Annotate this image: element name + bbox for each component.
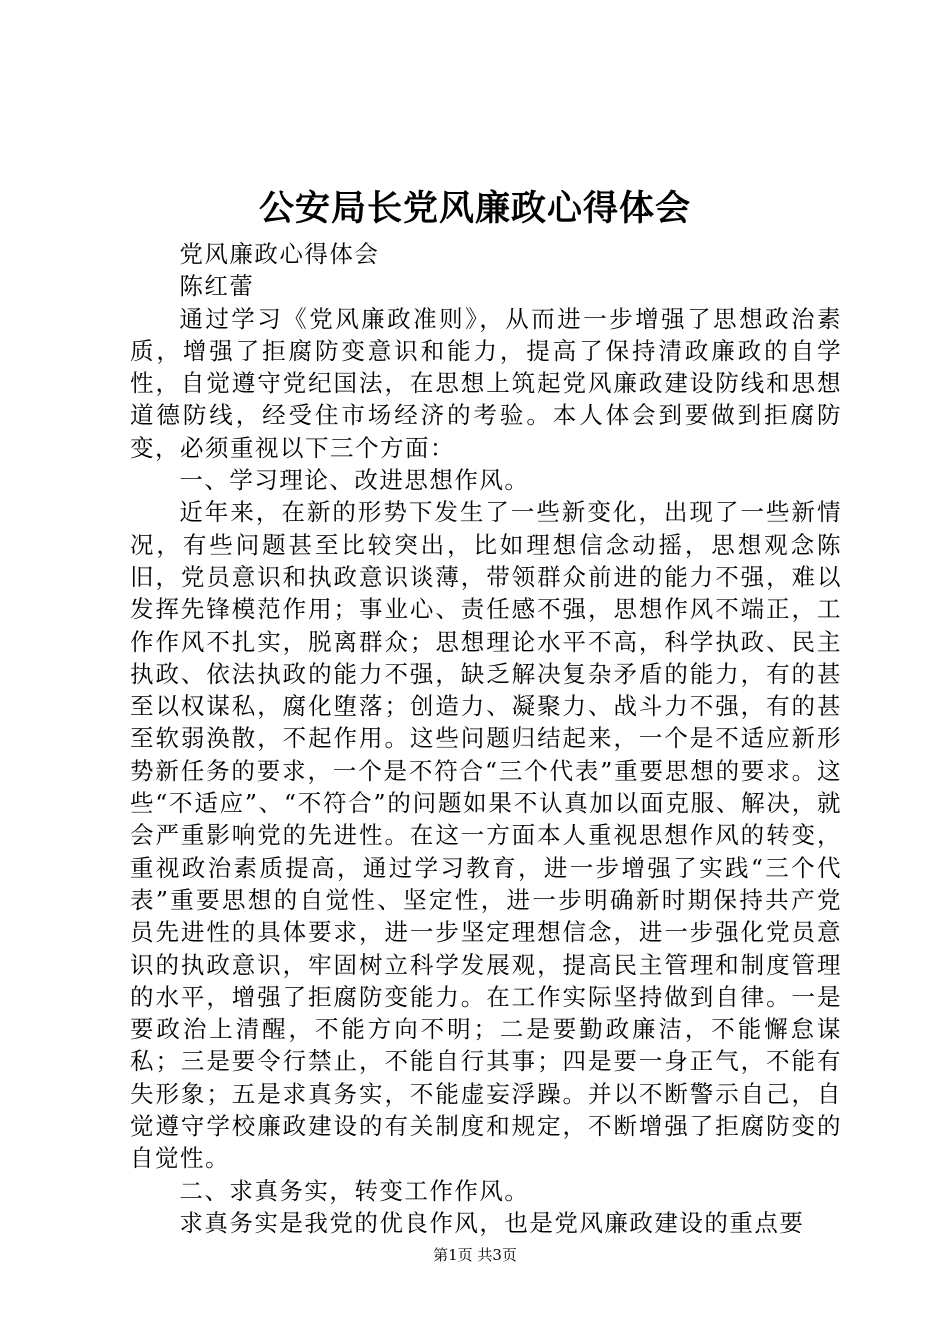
section-2-paragraph: 求真务实是我党的优良作风，也是党风廉政建设的重点要 xyxy=(179,1208,805,1237)
document-body xyxy=(130,238,842,1239)
subtitle-paragraph: 党风廉政心得体会 xyxy=(179,240,380,268)
document-title: 公安局长党风廉政心得体会 xyxy=(258,188,691,229)
section-heading-1: 一、学习理论、改进思想作风。 xyxy=(179,466,530,495)
author-paragraph: 陈红蕾 xyxy=(179,272,255,301)
intro-paragraph: 通过学习《党风廉政准则》，从而进一步增强了思想政治素质，增强了拒腐防变意识和能力，提高了保持清政廉政的自学性，自觉遵守党纪国法，在思想上筑起党风廉政建设防线和思想道德防线，经受住市场经济的考验。本人体会到要做到拒腐防变，必须重视以下三个方面： xyxy=(130,304,842,462)
section-heading-2: 二、求真务实，转变工作作风。 xyxy=(179,1176,530,1205)
section-1-paragraph: 近年来，在新的形势下发生了一些新变化，出现了一些新情况，有些问题甚至比较突出，比如理想信念动摇，思想观念陈旧，党员意识和执政意识谈薄，带领群众前进的能力不强，难以发挥先锋模范作用；事业心、责任感不强，思想作风不端正，工作作风不扎实，脱离群众；思想理论水平不高，科学执政、民主执政、依法执政的能力不强，缺乏解决复杂矛盾的能力，有的甚至以权谋私，腐化堕落；创造力、凝聚力、战斗力不强，有的甚至软弱涣散，不起作用。这些问题归结起来，一个是不适应新形势新任务的要求，一个是不符合“三个代表”重要思想的要求。这些“不适应”、“不符合”的问题如果不认真加以面克服、解决，就会严重影响党的先进性。在这一方面本人重视思想作风的转变，重视政治素质提高，通过学习教育，进一步增强了实践“三个代表”重要思想的自觉性、坚定性，进一步明确新时期保持共产党员先进性的具体要求，进一步坚定理想信念，进一步强化党员意识的执政意识，牢固树立科学发展观，提高民主管理和制度管理的水平，增强了拒腐防变能力。在工作实际坚持做到自律。一是要政治上清醒，不能方向不明；二是要勤政廉洁，不能懈怠谋私；三是要令行禁止，不能自行其事；四是要一身正气，不能有失形象；五是求真务实，不能虚妄浮躁。并以不断警示自己，自觉遵守学校廉政建设的有关制度和规定，不断增强了拒腐防变的自觉性。 xyxy=(130,498,842,1173)
page-footer: 第1页 共3页 xyxy=(433,1246,517,1264)
